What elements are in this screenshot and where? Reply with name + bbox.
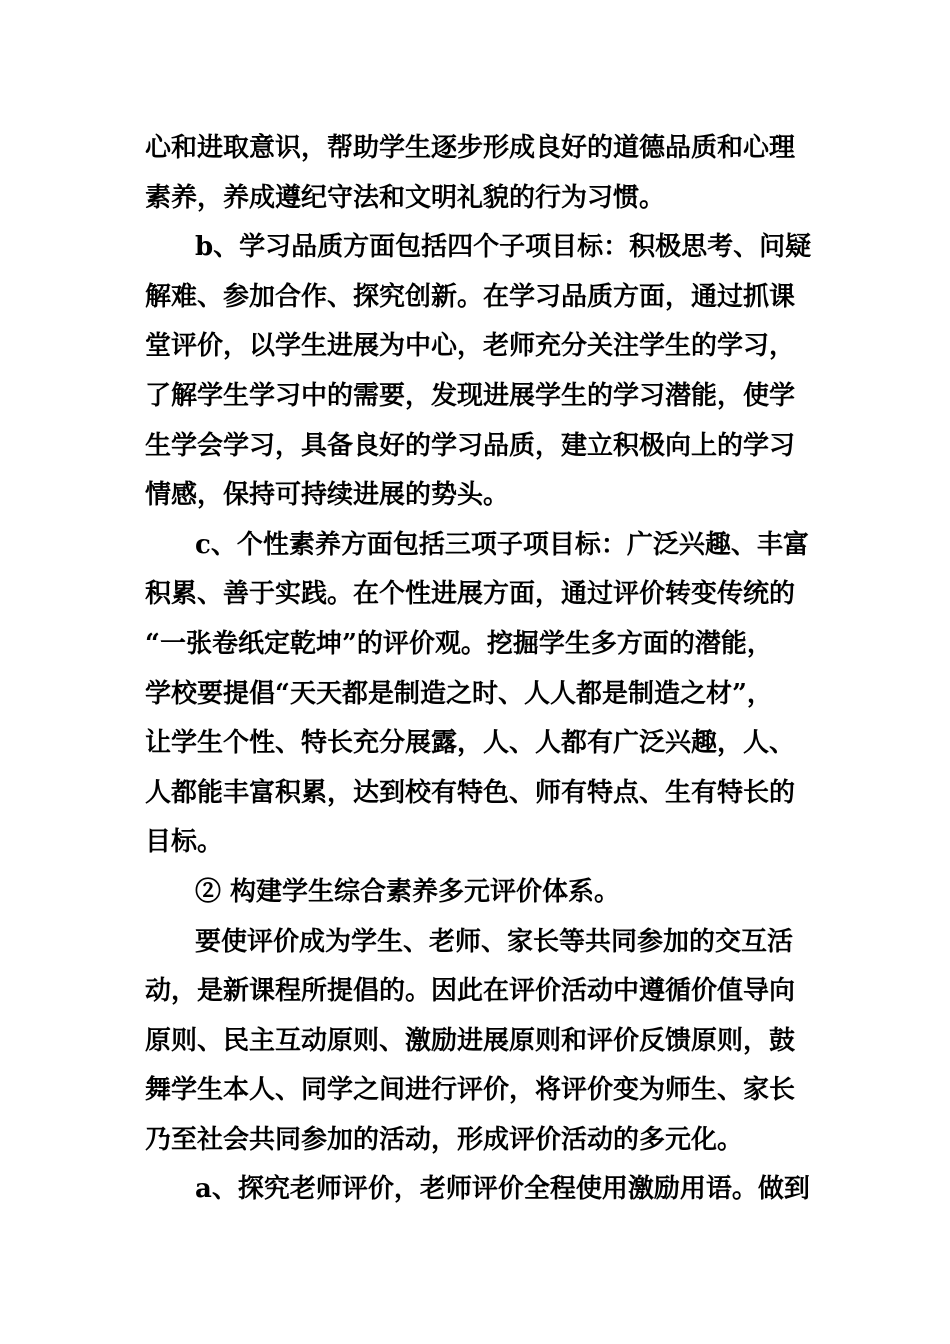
text-line: 乃至社会共同参加的活动，形成评价活动的多元化。 (145, 1124, 744, 1155)
text-line: 解难、参加合作、探究创新。在学习品质方面，通过抓课 (145, 281, 796, 312)
text-line: 学校要提倡“天天都是制造之时、人人都是制造之材”， (145, 678, 773, 709)
text-line: 舞学生本人、同学之间进行评价，将评价变为师生、家长 (145, 1075, 796, 1106)
text-line: c、个性素养方面包括三项子项目标：广泛兴趣、丰富 (195, 529, 809, 560)
text-line: 心和进取意识，帮助学生逐步形成良好的道德品质和心理 (145, 133, 796, 163)
text-line: 让学生个性、特长充分展露，人、人都有广泛兴趣，人、 (145, 728, 796, 759)
text-line: 原则、民主互动原则、激励进展原则和评价反馈原则，鼓 (145, 1025, 796, 1056)
text-line: 积累、善于实践。在个性进展方面，通过评价转变传统的 (145, 579, 796, 610)
text-line: 了解学生学习中的需要，发现进展学生的学习潜能，使学 (145, 380, 796, 411)
text-line: 动，是新课程所提倡的。因此在评价活动中遵循价值导向 (145, 976, 796, 1007)
document-body (145, 124, 825, 1215)
text-line: 生学会学习，具备良好的学习品质，建立积极向上的学习 (145, 430, 796, 461)
text-line: 目标。 (145, 827, 224, 858)
text-line: b、学习品质方面包括四个子项目标：积极思考、问疑 (195, 232, 812, 263)
text-line: “一张卷纸定乾坤”的评价观。挖掘学生多方面的潜能， (145, 628, 773, 659)
text-line: 素养，养成遵纪守法和文明礼貌的行为习惯。 (145, 182, 666, 213)
text-line: 要使评价成为学生、老师、家长等共同参加的交互活 (195, 926, 794, 957)
text-line: 堂评价，以学生进展为中心，老师充分关注学生的学习， (145, 331, 796, 362)
section-heading: ② 构建学生综合素养多元评价体系。 (195, 876, 621, 907)
text-line: 情感，保持可持续进展的势头。 (145, 480, 510, 511)
text-line: 人都能丰富积累，达到校有特色、师有特点、生有特长的 (145, 777, 796, 808)
text-line: a、探究老师评价，老师评价全程使用激励用语。做到 (195, 1174, 810, 1205)
